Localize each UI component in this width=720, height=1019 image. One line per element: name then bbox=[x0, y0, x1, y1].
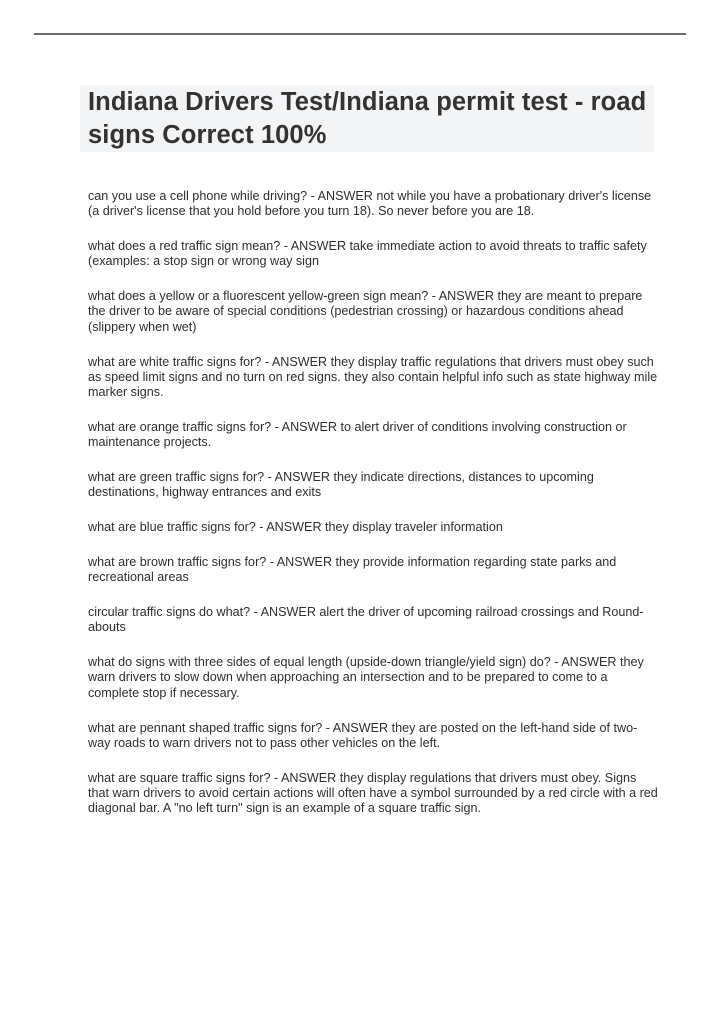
qa-item-brown-sign: what are brown traffic signs for? - ANSWER they provide information regarding state parks and recreational areas bbox=[88, 554, 617, 585]
qa-item-blue-sign: what are blue traffic signs for? - ANSWER they display traveler information bbox=[88, 520, 503, 535]
qa-item-triangle-sign: what do signs with three sides of equal length (upside-down triangle/yield sign) do? - ANSWER they warn drivers to slow down when approaching an intersection and to be prepared to come to a complete stop if necessary. bbox=[88, 655, 644, 700]
qa-item-yellow-sign: what does a yellow or a fluorescent yellow-green sign mean? - ANSWER they are meant to prepare the driver to be aware of special conditions (pedestrian crossing) or hazardous conditions ahead (slippery when wet) bbox=[88, 289, 643, 334]
qa-item-pennant-sign: what are pennant shaped traffic signs for? - ANSWER they are posted on the left-hand side of two-way roads to warn drivers not to pass other vehicles on the left. bbox=[88, 720, 638, 750]
qa-item-cell-phone: can you use a cell phone while driving? - ANSWER not while you have a probationary driver's license (a driver's license that you hold before you turn 18). So never before you are 18. bbox=[88, 189, 652, 219]
page-title: Indiana Drivers Test/Indiana permit test - road signs Correct 100% bbox=[88, 88, 647, 149]
qa-item-green-sign: what are green traffic signs for? - ANSWER they indicate directions, distances to upcoming destinations, highway entrances and exits bbox=[88, 470, 594, 500]
qa-list bbox=[88, 189, 658, 836]
top-divider bbox=[34, 33, 686, 35]
qa-item-red-sign: what does a red traffic sign mean? - ANSWER take immediate action to avoid threats to traffic safety (examples: a stop sign or wrong way sign bbox=[88, 239, 647, 269]
qa-item-white-sign: what are white traffic signs for? - ANSWER they display traffic regulations that drivers must obey such as speed limit signs and no turn on red signs. they also contain helpful info such as state highway mile marker signs. bbox=[88, 354, 658, 400]
qa-item-square-sign: what are square traffic signs for? - ANSWER they display regulations that drivers must obey. Signs that warn drivers to avoid certain actions will often have a symbol surrounded by a red circle with a red diagonal bar. A "no left turn" sign is an example of a square traffic sign. bbox=[88, 770, 658, 816]
qa-item-circular-sign: circular traffic signs do what? - ANSWER alert the driver of upcoming railroad crossings and Round-abouts bbox=[88, 605, 644, 635]
qa-item-orange-sign: what are orange traffic signs for? - ANSWER to alert driver of conditions involving construction or maintenance projects. bbox=[88, 419, 627, 450]
